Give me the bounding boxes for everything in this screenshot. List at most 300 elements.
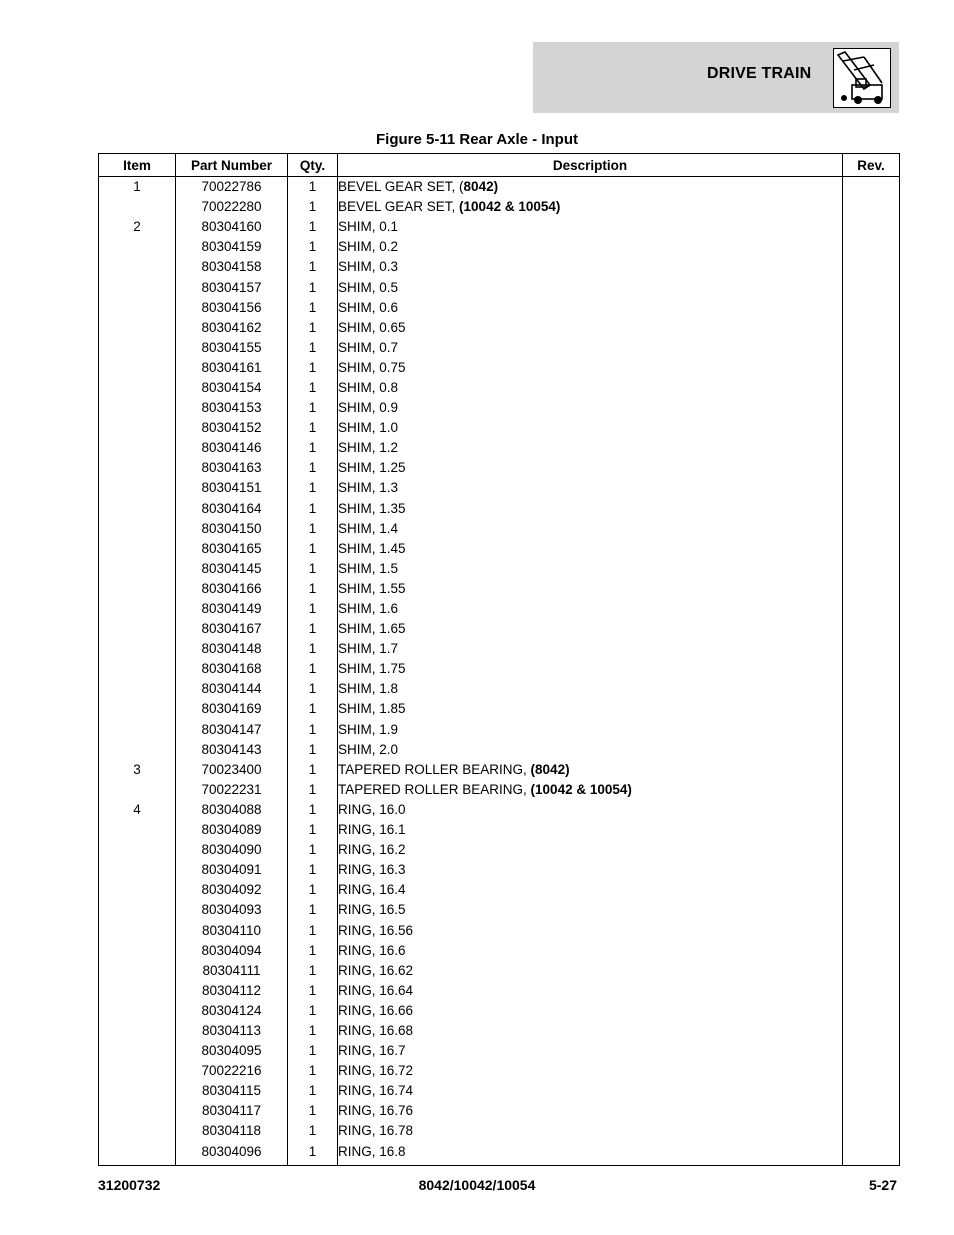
rev-cell [843,358,900,378]
part-number-cell: 80304090 [176,840,288,860]
part-number-cell: 80304096 [176,1142,288,1166]
table-row [99,1061,900,1081]
description-cell [338,318,843,338]
part-number-cell: 80304159 [176,237,288,257]
qty-cell: 1 [288,820,338,840]
qty-cell: 1 [288,800,338,820]
rev-cell [843,639,900,659]
rev-cell [843,1142,900,1166]
col-header-description: Description [338,154,843,177]
description-cell [338,458,843,478]
description-cell [338,298,843,318]
rev-cell [843,197,900,217]
page-number: 5-27 [868,1177,897,1193]
qty-cell: 1 [288,478,338,498]
table-row [99,559,900,579]
description-text: SHIM, 1.7 [338,641,399,657]
rev-cell [843,177,900,198]
qty-cell: 1 [288,679,338,699]
part-number-cell: 80304093 [176,900,288,920]
item-cell [99,1061,176,1081]
description-text: BEVEL GEAR SET, ( [338,179,464,195]
item-cell [99,358,176,378]
table-row [99,981,900,1001]
part-number-cell: 80304145 [176,559,288,579]
description-text: SHIM, 1.8 [338,681,399,697]
description-cell [338,900,843,920]
description-cell [338,639,843,659]
figure-title: Figure 5-11 Rear Axle - Input [376,131,578,148]
item-cell [99,820,176,840]
part-number-cell: 80304143 [176,740,288,760]
item-cell [99,298,176,318]
part-number-cell: 80304150 [176,519,288,539]
description-text: SHIM, 1.45 [338,540,406,556]
part-number-cell: 80304152 [176,418,288,438]
qty-cell: 1 [288,1142,338,1166]
item-cell [99,438,176,458]
part-number-cell: 80304112 [176,981,288,1001]
table-row [99,197,900,217]
description-cell [338,699,843,719]
item-cell [99,257,176,277]
rev-cell [843,840,900,860]
description-text: SHIM, 0.5 [338,279,399,295]
qty-cell: 1 [288,458,338,478]
rev-cell [843,820,900,840]
part-number-cell: 80304113 [176,1021,288,1041]
description-cell [338,599,843,619]
part-number-cell: 80304147 [176,720,288,740]
item-cell [99,418,176,438]
part-number-cell: 80304156 [176,298,288,318]
item-cell [99,599,176,619]
table-row [99,639,900,659]
table-row [99,720,900,740]
description-text: RING, 16.6 [338,942,406,958]
description-cell [338,237,843,257]
item-cell [99,1041,176,1061]
item-cell [99,900,176,920]
description-text: SHIM, 0.1 [338,219,399,235]
part-number-cell: 80304144 [176,679,288,699]
table-row [99,1041,900,1061]
qty-cell: 1 [288,840,338,860]
description-text: RING, 16.5 [338,902,406,918]
description-text: RING, 16.2 [338,842,406,858]
part-number-cell: 80304155 [176,338,288,358]
item-cell [99,880,176,900]
qty-cell: 1 [288,1041,338,1061]
part-number-cell: 80304088 [176,800,288,820]
description-text: SHIM, 1.3 [338,480,399,496]
description-cell [338,338,843,358]
rev-cell [843,599,900,619]
part-number-cell: 80304151 [176,478,288,498]
description-cell [338,197,843,217]
qty-cell: 1 [288,920,338,940]
item-cell [99,579,176,599]
qty-cell: 1 [288,900,338,920]
table-row [99,358,900,378]
rev-cell [843,1021,900,1041]
description-cell [338,1101,843,1121]
rev-cell [843,740,900,760]
col-header-part-number: Part Number [176,154,288,177]
rev-cell [843,237,900,257]
table-row [99,961,900,981]
description-text: TAPERED ROLLER BEARING, [338,761,531,777]
item-cell [99,740,176,760]
part-number-cell: 80304092 [176,880,288,900]
part-number-cell: 80304094 [176,941,288,961]
item-cell: 2 [99,217,176,237]
part-number-cell: 80304165 [176,539,288,559]
part-number-cell: 80304118 [176,1121,288,1141]
qty-cell: 1 [288,1101,338,1121]
description-text: SHIM, 1.25 [338,460,406,476]
item-cell [99,720,176,740]
description-text: SHIM, 0.6 [338,299,399,315]
part-number-cell: 80304160 [176,217,288,237]
rev-cell [843,338,900,358]
table-row [99,217,900,237]
table-row [99,478,900,498]
rev-cell [843,1001,900,1021]
description-text: SHIM, 0.8 [338,379,399,395]
qty-cell: 1 [288,780,338,800]
description-text: SHIM, 0.65 [338,319,406,335]
table-row [99,860,900,880]
part-number-cell: 80304162 [176,318,288,338]
description-text: RING, 16.56 [338,922,414,938]
table-row [99,378,900,398]
rev-cell [843,318,900,338]
description-text: SHIM, 1.2 [338,440,399,456]
qty-cell: 1 [288,659,338,679]
rev-cell [843,961,900,981]
description-text: SHIM, 1.85 [338,701,406,717]
part-number-cell: 80304091 [176,860,288,880]
item-cell [99,237,176,257]
part-number-cell: 80304166 [176,579,288,599]
part-number-cell: 80304149 [176,599,288,619]
description-text: SHIM, 1.75 [338,661,406,677]
rev-cell [843,1081,900,1101]
table-row [99,277,900,297]
rev-cell [843,277,900,297]
description-text: RING, 16.8 [338,1143,406,1159]
description-text: TAPERED ROLLER BEARING, [338,781,531,797]
qty-cell: 1 [288,860,338,880]
parts-table [98,153,900,1166]
description-cell [338,579,843,599]
table-row [99,318,900,338]
description-cell [338,1142,843,1166]
description-text: RING, 16.3 [338,862,406,878]
qty-cell: 1 [288,1121,338,1141]
part-number-cell: 70022216 [176,1061,288,1081]
qty-cell: 1 [288,197,338,217]
table-row [99,398,900,418]
description-text: RING, 16.74 [338,1083,414,1099]
table-row [99,760,900,780]
rev-cell [843,378,900,398]
rev-cell [843,519,900,539]
section-title: DRIVE TRAIN [707,65,812,82]
qty-cell: 1 [288,579,338,599]
qty-cell: 1 [288,639,338,659]
description-cell [338,1001,843,1021]
qty-cell: 1 [288,438,338,458]
qty-cell: 1 [288,237,338,257]
description-cell [338,1121,843,1141]
part-number-cell: 80304164 [176,499,288,519]
description-text: SHIM, 0.75 [338,359,406,375]
table-row [99,599,900,619]
rev-cell [843,780,900,800]
qty-cell: 1 [288,378,338,398]
part-number-cell: 80304111 [176,961,288,981]
description-cell [338,860,843,880]
table-row [99,740,900,760]
rev-cell [843,619,900,639]
part-number-cell: 80304157 [176,277,288,297]
rev-cell [843,860,900,880]
rev-cell [843,579,900,599]
part-number-cell: 80304167 [176,619,288,639]
description-text: SHIM, 0.7 [338,339,399,355]
rev-cell [843,539,900,559]
doc-number: 31200732 [98,1177,161,1193]
description-text: SHIM, 0.2 [338,239,399,255]
col-header-rev: Rev. [843,154,900,177]
item-cell [99,478,176,498]
rev-cell [843,559,900,579]
part-number-cell: 70022231 [176,780,288,800]
rev-cell [843,1041,900,1061]
table-row [99,880,900,900]
item-cell [99,499,176,519]
rev-cell [843,941,900,961]
qty-cell: 1 [288,740,338,760]
rev-cell [843,981,900,1001]
item-cell [99,519,176,539]
description-text: SHIM, 0.9 [338,400,399,416]
part-number-cell: 80304110 [176,920,288,940]
item-cell [99,1001,176,1021]
qty-cell: 1 [288,559,338,579]
part-number-cell: 80304153 [176,398,288,418]
description-text: SHIM, 1.4 [338,520,399,536]
item-cell [99,539,176,559]
table-row [99,579,900,599]
description-cell [338,920,843,940]
item-cell [99,277,176,297]
description-text: SHIM, 1.0 [338,420,399,436]
item-cell [99,378,176,398]
model-numbers: 8042/10042/10054 [418,1177,536,1193]
item-cell [99,619,176,639]
rev-cell [843,398,900,418]
qty-cell: 1 [288,277,338,297]
rev-cell [843,217,900,237]
rev-cell [843,699,900,719]
description-text: SHIM, 1.5 [338,560,399,576]
part-number-cell: 80304161 [176,358,288,378]
item-cell [99,1101,176,1121]
part-number-cell: 80304115 [176,1081,288,1101]
item-cell [99,860,176,880]
table-header-row [99,154,900,177]
item-cell [99,981,176,1001]
qty-cell: 1 [288,1061,338,1081]
table-row [99,820,900,840]
rev-cell [843,900,900,920]
table-row [99,1001,900,1021]
rev-cell [843,760,900,780]
description-cell [338,740,843,760]
rev-cell [843,920,900,940]
description-cell [338,679,843,699]
item-cell [99,840,176,860]
description-cell [338,378,843,398]
description-text: SHIM, 2.0 [338,741,399,757]
description-cell [338,499,843,519]
drive-train-vehicle-icon [833,48,891,108]
item-cell [99,699,176,719]
description-cell [338,519,843,539]
description-model-note: (10042 & 10054) [530,781,632,797]
description-cell [338,800,843,820]
qty-cell: 1 [288,720,338,740]
item-cell [99,941,176,961]
qty-cell: 1 [288,519,338,539]
item-cell: 1 [99,177,176,198]
item-cell [99,961,176,981]
rev-cell [843,880,900,900]
rev-cell [843,1101,900,1121]
qty-cell: 1 [288,499,338,519]
rev-cell [843,458,900,478]
item-cell [99,338,176,358]
qty-cell: 1 [288,1001,338,1021]
qty-cell: 1 [288,880,338,900]
item-cell [99,318,176,338]
table-row [99,780,900,800]
rev-cell [843,418,900,438]
table-row [99,679,900,699]
table-row [99,338,900,358]
part-number-cell: 80304168 [176,659,288,679]
qty-cell: 1 [288,257,338,277]
qty-cell: 1 [288,941,338,961]
description-text: SHIM, 1.9 [338,721,399,737]
description-text: RING, 16.68 [338,1022,414,1038]
part-number-cell: 80304117 [176,1101,288,1121]
description-model-note: 8042) [463,179,499,195]
part-number-cell: 70022786 [176,177,288,198]
qty-cell: 1 [288,398,338,418]
description-cell [338,1021,843,1041]
rev-cell [843,800,900,820]
description-cell [338,619,843,639]
rev-cell [843,298,900,318]
table-row [99,298,900,318]
table-row [99,900,900,920]
description-cell [338,659,843,679]
item-cell [99,398,176,418]
rev-cell [843,1061,900,1081]
description-text: RING, 16.66 [338,1002,414,1018]
description-cell [338,358,843,378]
item-cell: 4 [99,800,176,820]
qty-cell: 1 [288,539,338,559]
description-text: RING, 16.76 [338,1103,414,1119]
description-cell [338,539,843,559]
rev-cell [843,1121,900,1141]
part-number-cell: 70022280 [176,197,288,217]
description-text: SHIM, 1.55 [338,580,406,596]
qty-cell: 1 [288,418,338,438]
part-number-cell: 80304124 [176,1001,288,1021]
description-text: RING, 16.4 [338,882,406,898]
table-row [99,257,900,277]
table-row [99,1081,900,1101]
col-header-item: Item [99,154,176,177]
description-text: BEVEL GEAR SET, [338,199,460,215]
table-row [99,237,900,257]
description-cell [338,1041,843,1061]
table-row [99,1021,900,1041]
description-cell [338,760,843,780]
qty-cell: 1 [288,338,338,358]
table-row [99,840,900,860]
table-row [99,438,900,458]
description-cell [338,177,843,198]
qty-cell: 1 [288,699,338,719]
rev-cell [843,679,900,699]
rev-cell [843,257,900,277]
table-row [99,418,900,438]
qty-cell: 1 [288,358,338,378]
table-row [99,539,900,559]
description-cell [338,1081,843,1101]
item-cell [99,197,176,217]
qty-cell: 1 [288,1081,338,1101]
description-cell [338,438,843,458]
description-text: RING, 16.0 [338,801,406,817]
table-row [99,1101,900,1121]
description-cell [338,840,843,860]
qty-cell: 1 [288,177,338,198]
table-row [99,659,900,679]
description-model-note: (10042 & 10054) [459,199,561,215]
table-row [99,499,900,519]
table-row [99,920,900,940]
table-row [99,1142,900,1166]
part-number-cell: 80304095 [176,1041,288,1061]
qty-cell: 1 [288,619,338,639]
description-text: RING, 16.64 [338,982,414,998]
item-cell [99,679,176,699]
description-cell [338,720,843,740]
description-cell [338,941,843,961]
qty-cell: 1 [288,760,338,780]
part-number-cell: 80304163 [176,458,288,478]
part-number-cell: 80304169 [176,699,288,719]
qty-cell: 1 [288,217,338,237]
